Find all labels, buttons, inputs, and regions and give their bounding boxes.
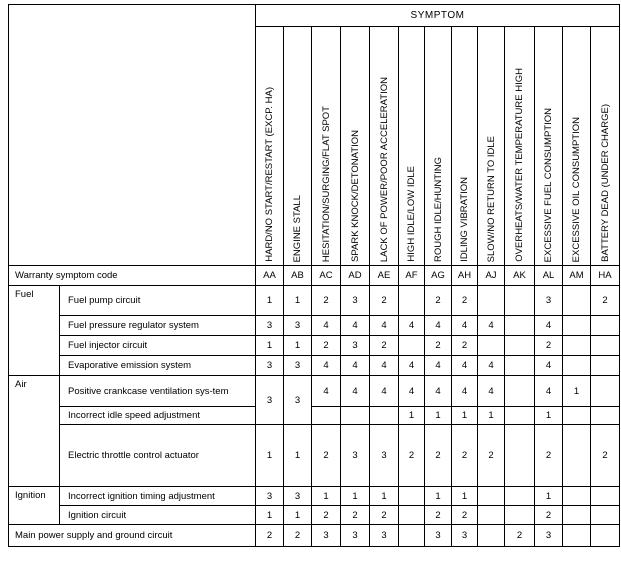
- value-cell: 2: [535, 506, 563, 525]
- symptom-header-cell: [591, 27, 620, 266]
- value-cell: 3: [341, 525, 370, 547]
- symptom-header: BATTERY DEAD (UNDER CHARGE): [599, 104, 611, 262]
- value-cell: [505, 286, 535, 316]
- value-cell: 1: [256, 425, 284, 487]
- value-cell: 1: [284, 425, 312, 487]
- value-cell: 1: [563, 376, 591, 407]
- value-cell: 1: [284, 506, 312, 525]
- value-cell: [591, 407, 620, 425]
- value-cell: [478, 525, 505, 547]
- value-cell: 3: [284, 487, 312, 506]
- value-cell: 1: [284, 286, 312, 316]
- category-air: Air: [9, 376, 60, 487]
- value-cell: 2: [370, 286, 399, 316]
- symptom-header-cell: [563, 27, 591, 266]
- code-cell: AJ: [478, 266, 505, 286]
- value-cell: 4: [341, 376, 370, 407]
- symptom-header: IDLING VIBRATION: [459, 177, 470, 262]
- code-cell: AL: [535, 266, 563, 286]
- value-cell: [563, 525, 591, 547]
- value-cell: 1: [256, 336, 284, 356]
- value-cell: 4: [535, 356, 563, 376]
- value-cell: [399, 506, 425, 525]
- value-cell: 3: [341, 425, 370, 487]
- value-cell: 2: [370, 506, 399, 525]
- value-cell: [399, 525, 425, 547]
- symptom-header: ROUGH IDLE/HUNTING: [432, 156, 444, 262]
- value-cell: [591, 525, 620, 547]
- value-cell: 2: [312, 506, 341, 525]
- value-cell: [478, 336, 505, 356]
- value-cell: 2: [425, 506, 452, 525]
- value-cell: 1: [256, 286, 284, 316]
- symptom-title-row: [9, 5, 620, 27]
- code-cell: AC: [312, 266, 341, 286]
- value-cell: [312, 407, 341, 425]
- symptom-header-cell: [535, 27, 563, 266]
- value-cell: 4: [452, 316, 478, 336]
- value-cell: [563, 506, 591, 525]
- value-cell: 3: [256, 376, 284, 425]
- value-cell: 2: [591, 425, 620, 487]
- value-cell: 2: [341, 506, 370, 525]
- table-row: [9, 407, 620, 425]
- table-row: [9, 286, 620, 316]
- warranty-code-row: [9, 266, 620, 286]
- value-cell: [563, 336, 591, 356]
- item-label: Positive crankcase ventilation sys-tem: [60, 376, 256, 407]
- value-cell: 1: [341, 487, 370, 506]
- value-cell: 2: [591, 286, 620, 316]
- value-cell: 2: [312, 336, 341, 356]
- value-cell: 3: [370, 425, 399, 487]
- value-cell: 1: [370, 487, 399, 506]
- category-ignition: Ignition: [9, 487, 60, 525]
- symptom-header: EXCESSIVE OIL CONSUMPTION: [571, 116, 582, 262]
- value-cell: [478, 506, 505, 525]
- symptom-title: SYMPTOM: [256, 5, 620, 27]
- value-cell: [505, 356, 535, 376]
- value-cell: [505, 506, 535, 525]
- value-cell: [563, 487, 591, 506]
- symptom-header: OVERHEATS/WATER TEMPERATURE HIGH: [514, 68, 525, 262]
- value-cell: [399, 286, 425, 316]
- symptom-header-cell: [505, 27, 535, 266]
- item-label: Ignition circuit: [60, 506, 256, 525]
- value-cell: 2: [535, 336, 563, 356]
- table-row: [9, 316, 620, 336]
- value-cell: [563, 356, 591, 376]
- item-label: Fuel pressure regulator system: [60, 316, 256, 336]
- symptom-header-cell: [312, 27, 341, 266]
- value-cell: 2: [425, 425, 452, 487]
- value-cell: 1: [256, 506, 284, 525]
- symptom-header-cell: [341, 27, 370, 266]
- code-cell: AA: [256, 266, 284, 286]
- value-cell: 2: [256, 525, 284, 547]
- value-cell: 1: [425, 407, 452, 425]
- table-row: [9, 376, 620, 407]
- value-cell: [505, 487, 535, 506]
- header-corner-cell: [9, 5, 256, 266]
- value-cell: 4: [370, 356, 399, 376]
- value-cell: [591, 356, 620, 376]
- value-cell: [563, 286, 591, 316]
- symptom-header: LACK OF POWER/POOR ACCELERATION: [378, 76, 390, 262]
- code-cell: AH: [452, 266, 478, 286]
- table-row: [9, 356, 620, 376]
- value-cell: [370, 407, 399, 425]
- value-cell: 4: [341, 356, 370, 376]
- value-cell: 4: [425, 356, 452, 376]
- item-label: Evaporative emission system: [60, 356, 256, 376]
- item-label: Fuel injector circuit: [60, 336, 256, 356]
- item-label: Incorrect idle speed adjustment: [60, 407, 256, 425]
- symptom-header-cell: [370, 27, 399, 266]
- value-cell: [341, 407, 370, 425]
- symptom-header: EXCESSIVE FUEL CONSUMPTION: [543, 107, 554, 262]
- value-cell: 4: [452, 376, 478, 407]
- symptom-header-cell: [399, 27, 425, 266]
- value-cell: [399, 487, 425, 506]
- value-cell: 3: [452, 525, 478, 547]
- symptom-header-cell: [452, 27, 478, 266]
- value-cell: 3: [341, 336, 370, 356]
- symptom-header-cell: [425, 27, 452, 266]
- value-cell: 1: [535, 487, 563, 506]
- value-cell: 2: [425, 336, 452, 356]
- code-cell: AM: [563, 266, 591, 286]
- item-label: Fuel pump circuit: [60, 286, 256, 316]
- value-cell: 2: [312, 286, 341, 316]
- value-cell: 1: [535, 407, 563, 425]
- value-cell: 4: [399, 376, 425, 407]
- code-cell: AG: [425, 266, 452, 286]
- value-cell: 3: [256, 487, 284, 506]
- symptom-header: SLOW/NO RETURN TO IDLE: [485, 135, 497, 262]
- value-cell: 4: [535, 316, 563, 336]
- code-cell: AD: [341, 266, 370, 286]
- code-cell: HA: [591, 266, 620, 286]
- code-cell: AB: [284, 266, 312, 286]
- value-cell: 3: [370, 525, 399, 547]
- value-cell: 1: [399, 407, 425, 425]
- value-cell: 4: [312, 376, 341, 407]
- symptom-header: HIGH IDLE/LOW IDLE: [406, 166, 417, 262]
- value-cell: [591, 316, 620, 336]
- value-cell: 1: [284, 336, 312, 356]
- value-cell: [505, 336, 535, 356]
- value-cell: 1: [312, 487, 341, 506]
- item-label: Electric throttle control actuator: [60, 425, 256, 487]
- symptom-header: HARD/NO START/RESTART (EXCP. HA): [264, 87, 275, 262]
- value-cell: 4: [312, 316, 341, 336]
- value-cell: 3: [312, 525, 341, 547]
- symptom-header: ENGINE STALL: [292, 194, 303, 262]
- value-cell: 2: [399, 425, 425, 487]
- symptom-header-cell: [256, 27, 284, 266]
- value-cell: 3: [425, 525, 452, 547]
- symptom-header: HESITATION/SURGING/FLAT SPOT: [320, 105, 332, 262]
- value-cell: 4: [341, 316, 370, 336]
- value-cell: 2: [452, 506, 478, 525]
- value-cell: 2: [284, 525, 312, 547]
- warranty-code-label: Warranty symptom code: [9, 266, 256, 286]
- value-cell: 4: [478, 316, 505, 336]
- symptom-matrix-table: [8, 4, 620, 547]
- value-cell: 4: [312, 356, 341, 376]
- value-cell: 2: [312, 425, 341, 487]
- code-cell: AE: [370, 266, 399, 286]
- value-cell: [505, 425, 535, 487]
- value-cell: 2: [535, 425, 563, 487]
- value-cell: 3: [341, 286, 370, 316]
- symptom-header: SPARK KNOCK/DETONATION: [349, 130, 361, 262]
- value-cell: [478, 286, 505, 316]
- table-row: [9, 425, 620, 487]
- value-cell: [591, 487, 620, 506]
- value-cell: 1: [478, 407, 505, 425]
- symptom-header-cell: [478, 27, 505, 266]
- value-cell: 2: [478, 425, 505, 487]
- value-cell: [505, 407, 535, 425]
- value-cell: [563, 407, 591, 425]
- value-cell: 3: [535, 525, 563, 547]
- code-cell: AK: [505, 266, 535, 286]
- value-cell: 3: [256, 356, 284, 376]
- table-row: [9, 487, 620, 506]
- value-cell: 4: [370, 316, 399, 336]
- value-cell: 2: [425, 286, 452, 316]
- value-cell: 4: [478, 356, 505, 376]
- value-cell: [478, 487, 505, 506]
- value-cell: 4: [535, 376, 563, 407]
- value-cell: 3: [284, 316, 312, 336]
- value-cell: [591, 506, 620, 525]
- value-cell: 1: [452, 407, 478, 425]
- value-cell: 2: [452, 336, 478, 356]
- value-cell: 3: [535, 286, 563, 316]
- value-cell: 4: [370, 376, 399, 407]
- value-cell: 3: [284, 376, 312, 425]
- value-cell: [591, 336, 620, 356]
- value-cell: 4: [399, 316, 425, 336]
- value-cell: [563, 425, 591, 487]
- table-row: [9, 336, 620, 356]
- value-cell: 4: [452, 356, 478, 376]
- category-fuel: Fuel: [9, 286, 60, 376]
- value-cell: 2: [370, 336, 399, 356]
- value-cell: 4: [425, 376, 452, 407]
- symptom-header-cell: [284, 27, 312, 266]
- item-label: Main power supply and ground circuit: [9, 525, 256, 547]
- value-cell: 4: [478, 376, 505, 407]
- value-cell: 4: [425, 316, 452, 336]
- value-cell: [591, 376, 620, 407]
- value-cell: 2: [505, 525, 535, 547]
- value-cell: 3: [256, 316, 284, 336]
- value-cell: 1: [425, 487, 452, 506]
- value-cell: 2: [452, 286, 478, 316]
- value-cell: 4: [399, 356, 425, 376]
- code-cell: AF: [399, 266, 425, 286]
- value-cell: [505, 316, 535, 336]
- value-cell: [399, 336, 425, 356]
- value-cell: [563, 316, 591, 336]
- table-row: [9, 525, 620, 547]
- table-row: [9, 506, 620, 525]
- item-label: Incorrect ignition timing adjustment: [60, 487, 256, 506]
- value-cell: 2: [452, 425, 478, 487]
- value-cell: [505, 376, 535, 407]
- value-cell: 1: [452, 487, 478, 506]
- value-cell: 3: [284, 356, 312, 376]
